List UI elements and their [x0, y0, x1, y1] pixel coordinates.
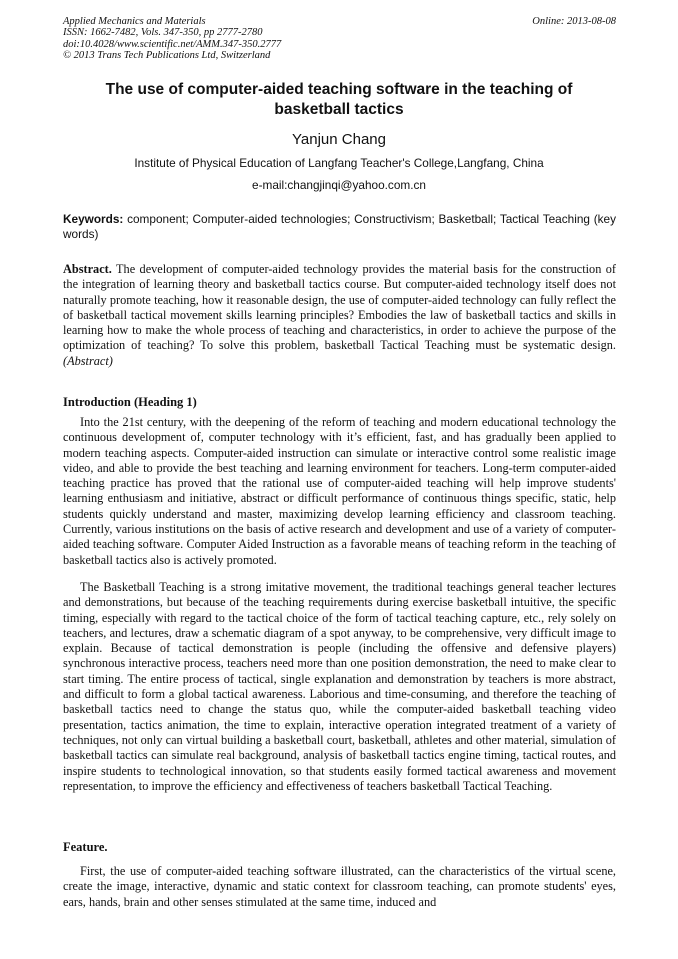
- abstract-block: [63, 262, 616, 369]
- keywords-block: [63, 212, 616, 242]
- author-email: e-mail:changjinqi@yahoo.com.cn: [252, 178, 426, 192]
- online-date: Online: 2013-08-08: [532, 16, 616, 27]
- journal-name: Applied Mechanics and Materials: [63, 16, 206, 27]
- keywords-text: component; Computer-aided technologies; Constructivism; Basketball; Tactical Teaching (key words): [63, 212, 616, 241]
- paper-title: The use of computer-aided teaching software in the teaching of basketball tactics: [105, 81, 573, 118]
- keywords-label: Keywords:: [63, 212, 124, 226]
- doi-line: doi:10.4028/www.scientific.net/AMM.347-350.2777: [63, 38, 282, 50]
- abstract-text: The development of computer-aided technology provides the material basis for the construction of the integration of learning theory and basketball tactics course. But computer-aided technology itself does not naturally promote teaching, how it reasonable design, the use of computer-aided technology can fully reflect the of basketball tactical movement skills learning principles? Embodies the law of basketball tactics and skills in learning how to make the whole process of teaching and characteristics, in order to achieve the purpose of the optimization of teaching? To solve this problem, basketball Tactical Teaching must be systematic design.: [63, 262, 616, 353]
- feature-paragraph-1: First, the use of computer-aided teaching software illustrated, can the characteristics of the virtual scene, create the image, interactive, dynamic and static context for classroom teaching, can promote students' eyes, ears, hands, brain and other senses stimulated at the same time, induced and: [63, 864, 616, 909]
- copyright-line: © 2013 Trans Tech Publications Ltd, Switzerland: [63, 49, 271, 61]
- issn-line: ISSN: 1662-7482, Vols. 347-350, pp 2777-2780: [63, 27, 263, 39]
- introduction-paragraph-1: Into the 21st century, with the deepening of the reform of teaching and modern educational technology the continuous development of, computer technology with it’s efficient, fast, and has gradually been applied to modern teaching aspects. Computer-aided instruction can simulate or interactive control some realistic image video, and able to provide the best teaching and learning environment for teachers. Long-term computer-aided teaching practice has proved that the rational use of computer-aided teaching will help improve students' learning enthusiasm and initiative, abstract or difficult performance of continuous things specific, static, help students quickly understand and master, maximizing develop learning efficiency and classroom teaching. Currently, various institutions on the basis of active research and development and use of a variety of computer-aided teaching software. Computer Aided Instruction as a favorable means of teaching reform in the teaching of basketball tactics also is actively promoted.: [63, 415, 616, 567]
- journal-header: [63, 16, 616, 61]
- introduction-paragraph-2: The Basketball Teaching is a strong imitative movement, the traditional teachings general teacher lectures and demonstrations, but because of the teaching requirements during exercise basketball intuitive, the specific timing, especially with regard to the tactical choice of the form of tactical teaching capture, etc., rely solely on teachers, and lectures, draw a schematic diagram of a spot anyway, to be comprehensive, very difficult image to explain. Because of tactical demonstration is people (including the offensive and defensive players) synchronous interactive process, teachers need more than one position demonstration, the need to make clear to start timing. The entire process of tactical, single explanation and demonstration by teachers is more abstract, and difficult to form a global tactical awareness. Laborious and time-consuming, and therefore the teaching of basketball tactics need to change the status quo, while the computer-aided basketball teaching video presentation, tactics animation, the time to explain, interactive operation integrated treatment of a variety of techniques, not only can virtual building a basketball court, basketball, athletes and other material, simulation of basketball tactics can simulate real background, analysis of basketball tactics engine timing, tactical routes, and inspire students to technological innovation, so that students easily formed tactical awareness and movement representation, to improve the efficiency and effectiveness of teachers basketball Tactical Teaching.: [63, 580, 616, 793]
- introduction-heading: Introduction (Heading 1): [63, 395, 197, 409]
- abstract-tag: (Abstract): [63, 353, 113, 368]
- author-name: Yanjun Chang: [292, 131, 386, 148]
- feature-heading: Feature.: [63, 840, 108, 854]
- abstract-label: Abstract.: [63, 262, 112, 276]
- author-affiliation: Institute of Physical Education of Langfang Teacher's College,Langfang, China: [134, 156, 544, 170]
